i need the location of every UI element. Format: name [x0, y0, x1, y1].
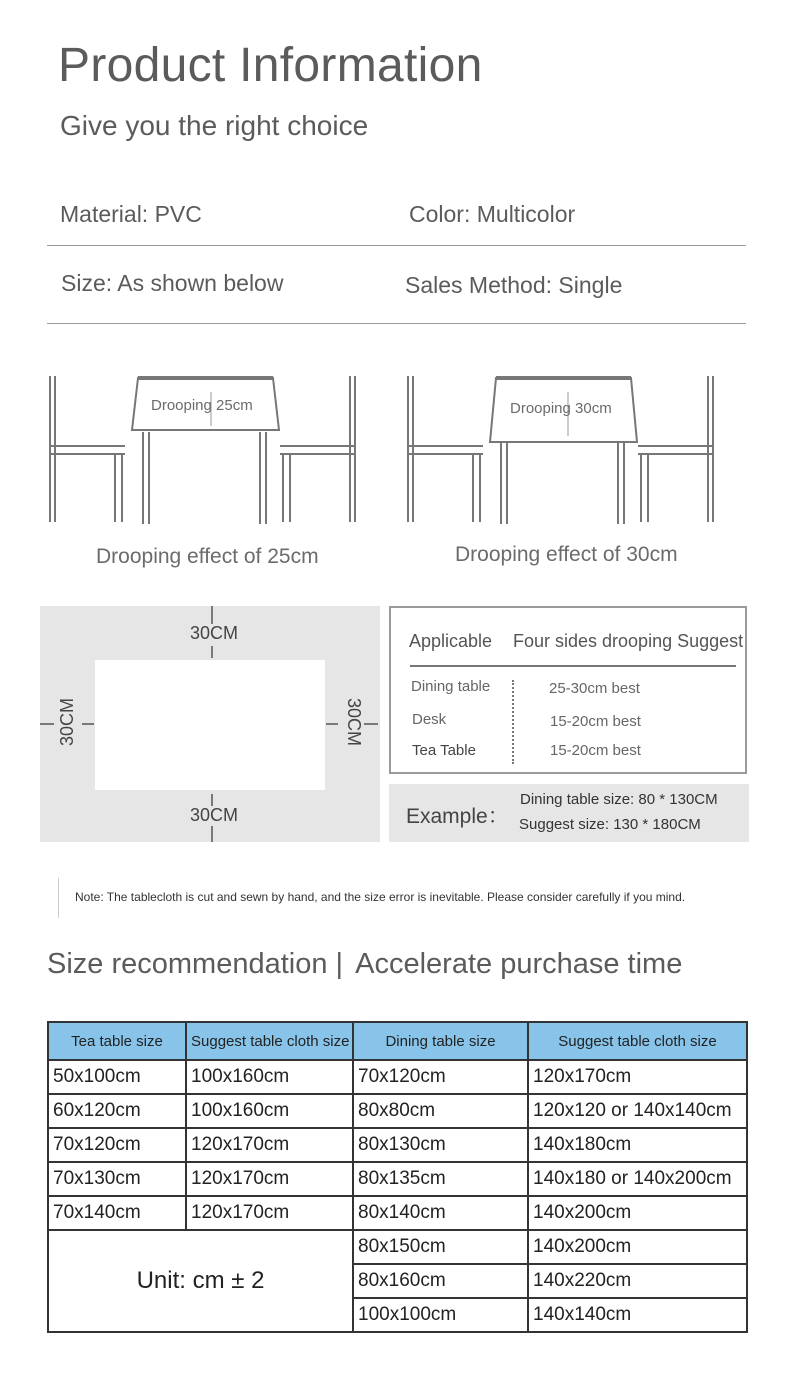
suggestion-item: Desk	[412, 711, 447, 728]
spec-color: Color: Multicolor	[409, 201, 576, 227]
dining-cloth-cell: 140x180cm	[528, 1128, 747, 1162]
drooping-30-caption: Drooping effect of 30cm	[455, 543, 678, 566]
page-subtitle: Give you the right choice	[60, 110, 369, 141]
tea-cloth-cell: 120x170cm	[186, 1162, 353, 1196]
tea-cloth-cell: 100x160cm	[186, 1060, 353, 1094]
suggestion-divider	[410, 665, 736, 667]
tea-cloth-cell: 100x160cm	[186, 1094, 353, 1128]
spec-sales-method: Sales Method: Single	[405, 272, 623, 298]
dining-cloth-cell: 120x120 or 140x140cm	[528, 1094, 747, 1128]
size-section-heading	[47, 948, 682, 981]
header-tea-suggest-size: Suggest table cloth size	[186, 1022, 353, 1060]
dimension-left: 30CM	[57, 698, 77, 747]
table-row	[48, 1230, 747, 1264]
dimension-bottom: 30CM	[190, 805, 239, 825]
dining-cloth-cell: 140x200cm	[528, 1196, 747, 1230]
spec-size: Size: As shown below	[61, 270, 284, 296]
header-dining-suggest-size: Suggest table cloth size	[528, 1022, 747, 1060]
spec-divider	[47, 245, 746, 246]
dining-size-cell: 80x135cm	[353, 1162, 528, 1196]
suggestion-value: 25-30cm best	[549, 680, 640, 697]
tea-size-cell: 70x130cm	[48, 1162, 186, 1196]
dimension-top: 30CM	[190, 623, 239, 643]
dining-cloth-cell: 140x140cm	[528, 1298, 747, 1332]
suggestion-item: Tea Table	[412, 742, 476, 759]
header-dining-table-size: Dining table size	[353, 1022, 528, 1060]
suggestion-dotted-separator	[512, 680, 514, 764]
example-line-2: Suggest size: 130 * 180CM	[519, 816, 701, 833]
table-row	[48, 1094, 747, 1128]
dining-size-cell: 80x140cm	[353, 1196, 528, 1230]
tea-size-cell: 50x100cm	[48, 1060, 186, 1094]
tea-cloth-cell: 120x170cm	[186, 1128, 353, 1162]
tea-size-cell: 60x120cm	[48, 1094, 186, 1128]
suggestion-item: Dining table	[411, 678, 491, 695]
suggestion-value: 15-20cm best	[550, 742, 641, 759]
drooping-25-caption: Drooping effect of 25cm	[96, 545, 319, 568]
dimension-right: 30CM	[344, 698, 364, 747]
table-row	[48, 1060, 747, 1094]
example-label: Example：	[406, 805, 509, 828]
spec-material: Material: PVC	[60, 201, 202, 227]
size-table	[47, 1021, 748, 1333]
dining-cloth-cell: 140x180 or 140x200cm	[528, 1162, 747, 1196]
tea-cloth-cell: 120x170cm	[186, 1196, 353, 1230]
dining-size-cell: 70x120cm	[353, 1060, 528, 1094]
table-row	[48, 1162, 747, 1196]
drooping-25-label: Drooping 25cm	[151, 397, 253, 414]
table-chairs-25-illustration	[45, 372, 365, 532]
note-text: Note: The tablecloth is cut and sewn by hand, and the size error is inevitable. Please consider carefully if you mind.	[75, 890, 686, 904]
spec-divider	[47, 323, 746, 324]
example-line-1: Dining table size: 80 * 130CM	[520, 791, 718, 808]
table-header-row	[48, 1022, 747, 1060]
table-row	[48, 1128, 747, 1162]
size-heading-right: Accelerate purchase time	[355, 948, 683, 980]
suggestion-value: 15-20cm best	[550, 713, 641, 730]
table-row	[48, 1196, 747, 1230]
dining-cloth-cell: 120x170cm	[528, 1060, 747, 1094]
tea-size-cell: 70x140cm	[48, 1196, 186, 1230]
dining-size-cell: 80x150cm	[353, 1230, 528, 1264]
size-heading-left: Size recommendation |	[47, 948, 344, 980]
table-chairs-30-illustration	[403, 372, 723, 532]
dining-cloth-cell: 140x200cm	[528, 1230, 747, 1264]
col-applicable: Applicable	[409, 631, 493, 651]
col-drooping: Four sides drooping Suggest	[513, 631, 744, 651]
unit-note: Unit: cm ± 2	[48, 1230, 353, 1332]
dining-size-cell: 80x80cm	[353, 1094, 528, 1128]
note-box	[58, 878, 749, 918]
tea-size-cell: 70x120cm	[48, 1128, 186, 1162]
dining-cloth-cell: 140x220cm	[528, 1264, 747, 1298]
dining-size-cell: 100x100cm	[353, 1298, 528, 1332]
dining-size-cell: 80x160cm	[353, 1264, 528, 1298]
dining-size-cell: 80x130cm	[353, 1128, 528, 1162]
drooping-30-label: Drooping 30cm	[510, 400, 612, 417]
page-title: Product Information	[58, 39, 483, 92]
header-tea-table-size: Tea table size	[48, 1022, 186, 1060]
